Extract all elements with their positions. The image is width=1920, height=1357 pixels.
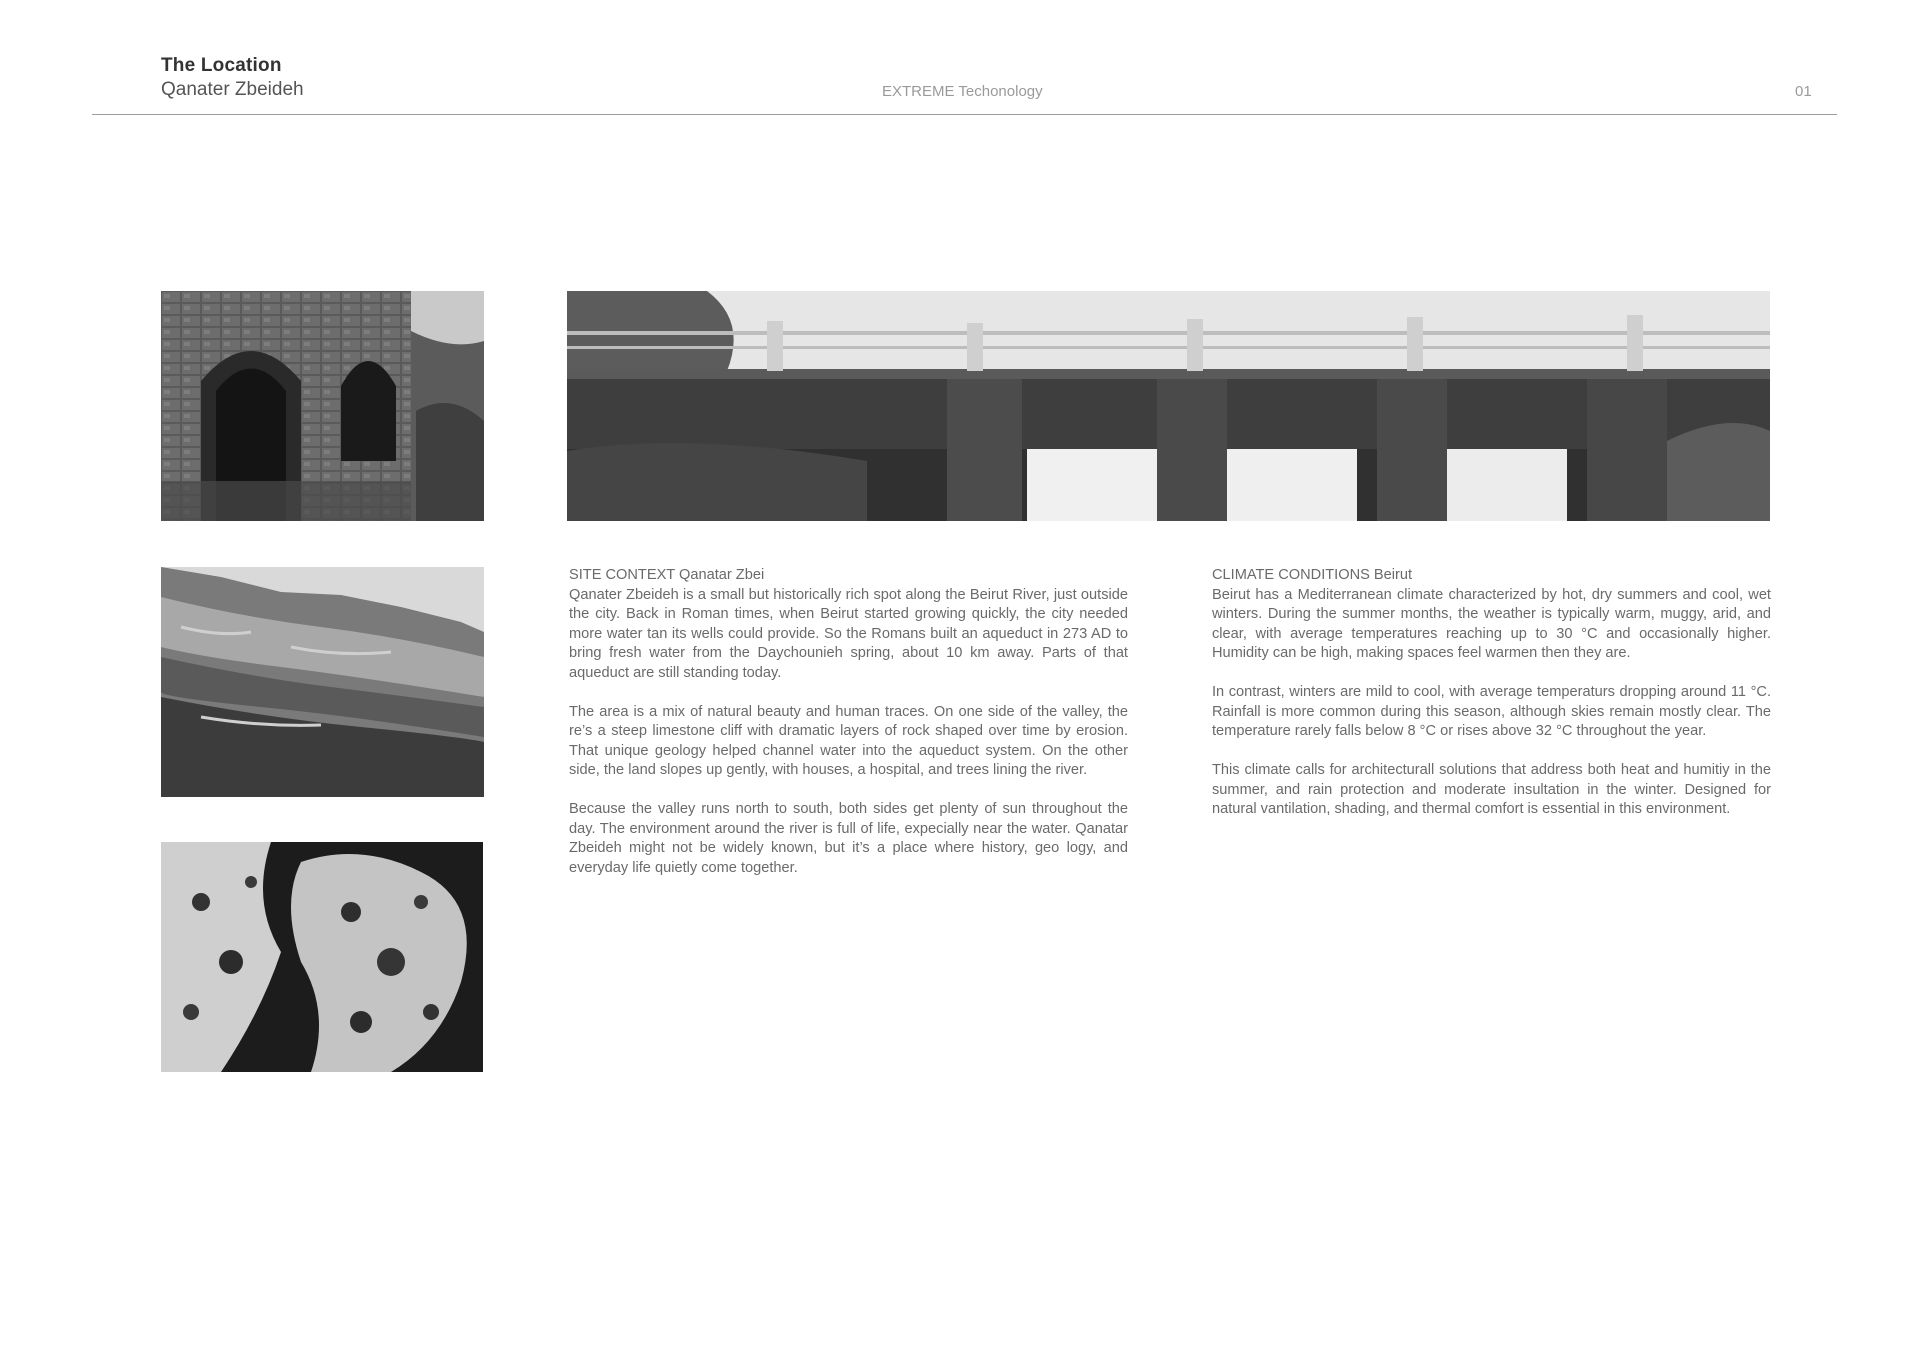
- header-divider: [92, 114, 1837, 115]
- site-context-paragraph: The area is a mix of natural beauty and human traces. On one side of the valley, the re’s a steep limestone cliff with dramatic layers of rock shaped over time by erosion. That unique geology helped channel water into the aqueduct system. On the other side, the land slopes up gently, with houses, a hospital, and trees lining the river.: [569, 703, 1128, 778]
- bridge-photo: [567, 291, 1770, 521]
- site-context-section: [569, 566, 1128, 898]
- site-context-paragraph: Qanater Zbeideh is a small but historically rich spot along the Beirut River, just outside the city. Back in Roman times, when Beirut started growing quickly, the city needed more water tan its wells could provide. So the Romans built an aqueduct in 273 AD to bring fresh water from the Daychounieh spring, about 10 km away. Parts of that aqueduct are still standing today.: [569, 586, 1128, 681]
- climate-section: [1212, 566, 1771, 839]
- climate-heading: CLIMATE CONDITIONS Beirut: [1212, 567, 1413, 583]
- header-center-label: EXTREME Techonology: [882, 83, 1043, 100]
- limestone-cliff-photo: [161, 567, 484, 797]
- page-title: The Location: [161, 55, 282, 76]
- page-number: 01: [1795, 83, 1812, 100]
- climate-paragraph: In contrast, winters are mild to cool, with average temperaturs dropping around 11 °C. Rainfall is more common during this season, although skies remain mostly clear. The temperature rarely falls below 8 °C or rises above 32 °C throughout the year.: [1212, 684, 1771, 739]
- aqueduct-arches-photo: [161, 291, 484, 521]
- site-context-paragraph: Because the valley runs north to south, both sides get plenty of sun throughout the day. The environment around the river is full of life, expecially near the water. Qanatar Zbeideh might not be widely known, but it’s a place where history, geo logy, and everyday life quietly come together.: [569, 801, 1128, 876]
- climate-paragraph: This climate calls for architecturall solutions that address both heat and humitiy in the summer, and rain protection and moderate insultation in the winter. Designed for natural vantilation, shading, and thermal comfort is essential in this environment.: [1212, 762, 1771, 817]
- page-subtitle: Qanater Zbeideh: [161, 79, 304, 100]
- climate-paragraph: Beirut has a Mediterranean climate characterized by hot, dry summers and cool, wet winters. During the summer months, the weather is typically warm, muggy, arid, and clear, with average temperatures reaching up to 30 °C and occasionally higher. Humidity can be high, making spaces feel warmen then they are.: [1212, 586, 1771, 661]
- river-rocks-photo: [161, 842, 483, 1072]
- site-context-heading: SITE CONTEXT Qanatar Zbei: [569, 567, 765, 583]
